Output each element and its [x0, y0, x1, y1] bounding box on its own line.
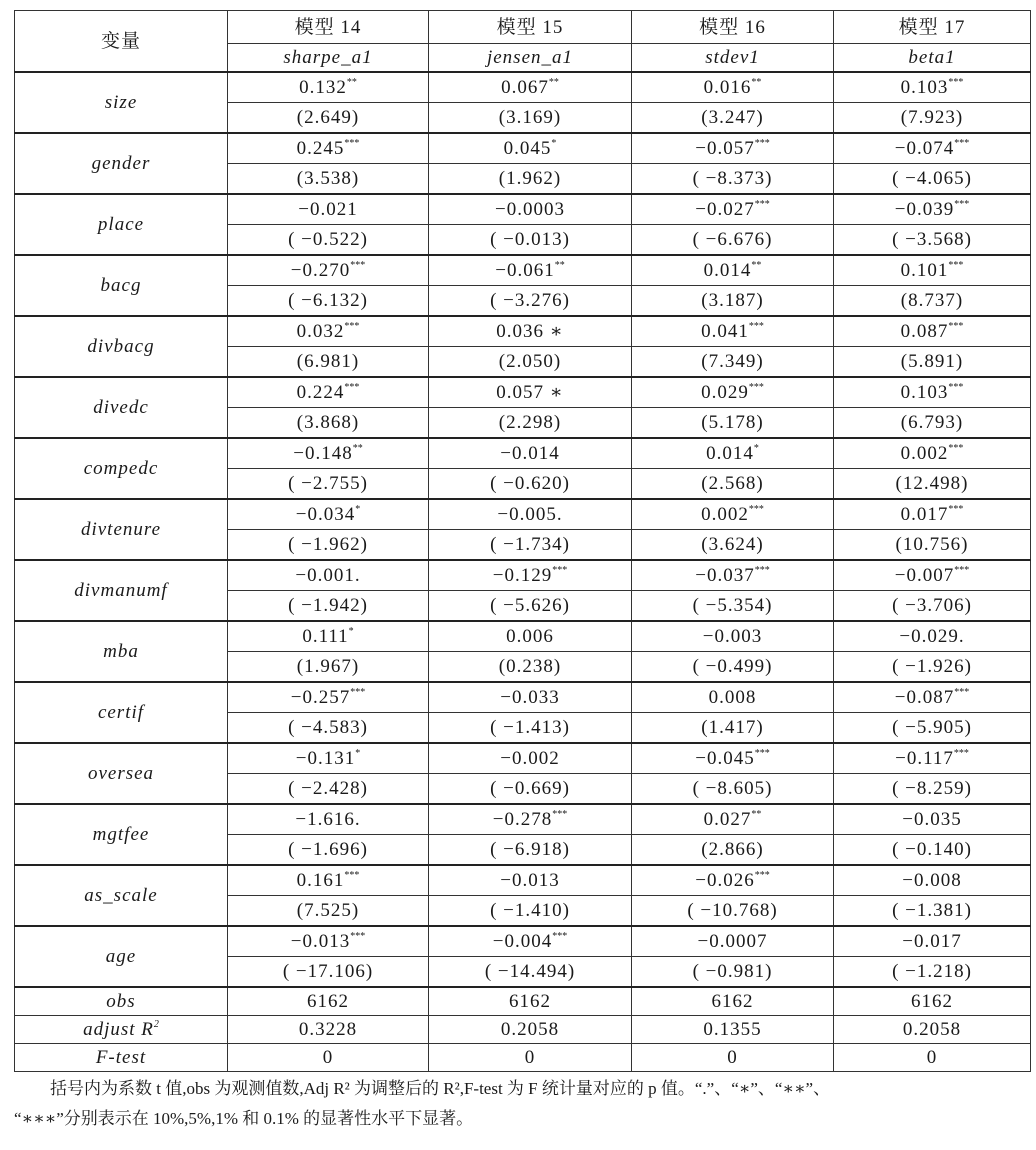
t-value-cell: ( −8.373)	[632, 164, 834, 195]
coefficient-cell	[632, 560, 834, 591]
coefficient-value: 0.103	[900, 77, 949, 98]
coefficient-value: −0.270	[290, 260, 351, 281]
coefficient-cell	[632, 499, 834, 530]
coefficient-value: −0.037	[695, 565, 755, 586]
coefficient-value: −0.074	[894, 138, 955, 159]
coefficient-cell	[834, 133, 1031, 164]
coefficient-cell	[228, 255, 429, 286]
coefficient-value: −0.005.	[497, 504, 563, 525]
significance-stars: ***	[948, 77, 964, 88]
coefficient-value: −0.045	[695, 748, 755, 769]
variable-name: size	[15, 72, 228, 133]
coefficient-cell	[228, 926, 429, 957]
stat-label	[15, 987, 228, 1016]
coefficient-value: 0.161	[296, 870, 345, 891]
t-value-cell: ( −0.522)	[228, 225, 429, 256]
coefficient-value: 0.032	[296, 321, 345, 342]
significance-stars: ***	[748, 382, 764, 393]
stat-value: 0	[429, 1044, 632, 1072]
t-value-cell: ( −0.140)	[834, 835, 1031, 866]
t-value-cell: ( −0.013)	[429, 225, 632, 256]
coefficient-cell	[228, 316, 429, 347]
t-value-cell: (1.417)	[632, 713, 834, 744]
coefficient-cell	[632, 438, 834, 469]
coefficient-cell	[429, 377, 632, 408]
coefficient-value: −0.034	[295, 504, 356, 525]
coefficient-value: −0.027	[695, 199, 755, 220]
coefficient-cell	[632, 743, 834, 774]
variable-name: as_scale	[15, 865, 228, 926]
variable-name: oversea	[15, 743, 228, 804]
coefficient-cell	[429, 316, 632, 347]
coefficient-cell	[834, 621, 1031, 652]
coefficient-value: 0.224	[296, 382, 345, 403]
t-value-cell: ( −0.620)	[429, 469, 632, 500]
t-value-cell: ( −5.626)	[429, 591, 632, 622]
coefficient-cell	[632, 194, 834, 225]
stat-row	[15, 1044, 1031, 1072]
t-value-cell: ( −0.499)	[632, 652, 834, 683]
t-value-cell: ( −6.918)	[429, 835, 632, 866]
coefficient-value: 0.111	[302, 626, 349, 647]
coefficient-value: −0.001.	[295, 565, 361, 586]
coefficient-value: −0.131	[295, 748, 356, 769]
coefficient-cell	[228, 560, 429, 591]
coefficient-value: −0.0003	[495, 199, 565, 220]
stat-value: 0	[632, 1044, 834, 1072]
significance-stars: ***	[954, 138, 970, 149]
coefficient-cell	[632, 804, 834, 835]
dependent-header: sharpe_a1	[228, 44, 429, 73]
t-value-cell: ( −2.755)	[228, 469, 429, 500]
stat-value: 0.1355	[632, 1016, 834, 1044]
coefficient-value: −0.029.	[899, 626, 965, 647]
stat-row	[15, 1016, 1031, 1044]
significance-stars: ***	[954, 565, 970, 576]
variable-name: divedc	[15, 377, 228, 438]
coefficient-row	[15, 72, 1031, 103]
coefficient-cell	[228, 438, 429, 469]
coefficient-value: −0.0007	[697, 931, 768, 952]
significance-stars: **	[352, 443, 363, 454]
stat-label-text: adjust R	[83, 1019, 154, 1040]
significance-stars: ***	[754, 565, 770, 576]
coefficient-cell	[632, 926, 834, 957]
variable-name: divmanumf	[15, 560, 228, 621]
variable-name: gender	[15, 133, 228, 194]
significance-stars: ***	[948, 321, 964, 332]
coefficient-value: −0.039	[894, 199, 955, 220]
stat-label-text: obs	[106, 991, 136, 1012]
coefficient-cell	[429, 621, 632, 652]
header-row-models	[15, 11, 1031, 44]
regression-table	[14, 10, 1031, 1072]
t-value-cell: ( −6.132)	[228, 286, 429, 317]
t-value-cell: ( −5.354)	[632, 591, 834, 622]
stat-value: 0.2058	[834, 1016, 1031, 1044]
variable-name: divbacg	[15, 316, 228, 377]
significance-stars: ***	[350, 260, 366, 271]
coefficient-cell	[834, 743, 1031, 774]
coefficient-value: 0.103	[900, 382, 949, 403]
t-value-cell: ( −0.669)	[429, 774, 632, 805]
coefficient-cell	[632, 682, 834, 713]
coefficient-value: −0.013	[500, 870, 560, 891]
t-value-cell: ( −3.568)	[834, 225, 1031, 256]
coefficient-cell	[228, 865, 429, 896]
t-value-cell: (6.793)	[834, 408, 1031, 439]
significance-stars: **	[346, 77, 357, 88]
t-value-cell: ( −1.381)	[834, 896, 1031, 927]
stat-value: 0	[834, 1044, 1031, 1072]
coefficient-cell	[834, 499, 1031, 530]
table-note-line-2: “∗∗∗”分别表示在 10%,5%,1% 和 0.1% 的显著性水平下显著。	[14, 1109, 474, 1128]
t-value-cell: (2.568)	[632, 469, 834, 500]
coefficient-value: −0.057	[695, 138, 755, 159]
coefficient-row	[15, 499, 1031, 530]
t-value-cell: ( −14.494)	[429, 957, 632, 988]
coefficient-row	[15, 377, 1031, 408]
stat-value: 6162	[429, 987, 632, 1016]
coefficient-value: 0.101	[900, 260, 949, 281]
t-value-cell: ( −1.942)	[228, 591, 429, 622]
variable-name: mba	[15, 621, 228, 682]
coefficient-value: −0.117	[895, 748, 954, 769]
t-value-cell: (1.967)	[228, 652, 429, 683]
t-value-cell: ( −1.962)	[228, 530, 429, 561]
stat-value: 6162	[834, 987, 1031, 1016]
significance-stars: **	[751, 77, 762, 88]
stat-row	[15, 987, 1031, 1016]
coefficient-value: −0.148	[293, 443, 353, 464]
significance-stars: ***	[344, 382, 360, 393]
t-value-cell: (12.498)	[834, 469, 1031, 500]
coefficient-cell	[228, 499, 429, 530]
significance-stars: ***	[552, 565, 568, 576]
coefficient-cell	[834, 865, 1031, 896]
stat-label	[15, 1016, 228, 1044]
coefficient-row	[15, 194, 1031, 225]
t-value-cell: (3.247)	[632, 103, 834, 134]
significance-stars: *	[551, 138, 557, 149]
t-value-cell: ( −4.583)	[228, 713, 429, 744]
significance-stars: ***	[754, 199, 770, 210]
variable-name: bacg	[15, 255, 228, 316]
coefficient-row	[15, 804, 1031, 835]
coefficient-row	[15, 255, 1031, 286]
coefficient-value: −0.017	[902, 931, 962, 952]
t-value-cell: ( −1.926)	[834, 652, 1031, 683]
coefficient-row	[15, 438, 1031, 469]
significance-stars: ***	[953, 748, 969, 759]
coefficient-value: −0.004	[492, 931, 553, 952]
significance-stars: *	[348, 626, 354, 637]
t-value-cell: ( −5.905)	[834, 713, 1031, 744]
coefficient-value: −0.278	[492, 809, 553, 830]
coefficient-cell	[834, 316, 1031, 347]
coefficient-cell	[834, 72, 1031, 103]
t-value-cell: (2.298)	[429, 408, 632, 439]
coefficient-cell	[632, 865, 834, 896]
significance-stars: **	[751, 809, 762, 820]
coefficient-value: −0.021	[298, 199, 358, 220]
coefficient-value: 0.002	[701, 504, 749, 525]
stat-value: 6162	[632, 987, 834, 1016]
coefficient-cell	[429, 72, 632, 103]
t-value-cell: ( −1.734)	[429, 530, 632, 561]
t-value-cell: ( −1.413)	[429, 713, 632, 744]
t-value-cell: (3.169)	[429, 103, 632, 134]
coefficient-value: −1.616.	[295, 809, 361, 830]
significance-stars: ***	[948, 382, 964, 393]
coefficient-value: 0.087	[900, 321, 949, 342]
coefficient-cell	[429, 194, 632, 225]
coefficient-value: −0.035	[902, 809, 962, 830]
t-value-cell: (6.981)	[228, 347, 429, 378]
significance-stars: ***	[344, 321, 360, 332]
coefficient-value: −0.014	[500, 443, 560, 464]
variable-name: divtenure	[15, 499, 228, 560]
significance-stars: ***	[754, 138, 770, 149]
coefficient-value: 0.036 ∗	[496, 321, 564, 342]
t-value-cell: (8.737)	[834, 286, 1031, 317]
coefficient-value: −0.087	[894, 687, 955, 708]
significance-stars: **	[751, 260, 762, 271]
significance-stars: ***	[344, 870, 360, 881]
t-value-cell: (2.050)	[429, 347, 632, 378]
coefficient-cell	[429, 926, 632, 957]
coefficient-cell	[228, 133, 429, 164]
model-header: 模型 14	[228, 11, 429, 44]
variable-name: certif	[15, 682, 228, 743]
t-value-cell: (1.962)	[429, 164, 632, 195]
variable-name: mgtfee	[15, 804, 228, 865]
coefficient-row	[15, 865, 1031, 896]
coefficient-cell	[834, 804, 1031, 835]
stat-value: 0.2058	[429, 1016, 632, 1044]
variable-header: 变量	[15, 11, 228, 73]
stat-value: 0.3228	[228, 1016, 429, 1044]
coefficient-cell	[834, 255, 1031, 286]
coefficient-value: 0.008	[708, 687, 757, 708]
coefficient-value: −0.013	[290, 931, 351, 952]
t-value-cell: ( −4.065)	[834, 164, 1031, 195]
stat-value: 0	[228, 1044, 429, 1072]
t-value-cell: (0.238)	[429, 652, 632, 683]
coefficient-row	[15, 743, 1031, 774]
coefficient-value: 0.067	[501, 77, 549, 98]
t-value-cell: ( −1.218)	[834, 957, 1031, 988]
stat-value: 6162	[228, 987, 429, 1016]
t-value-cell: (2.866)	[632, 835, 834, 866]
coefficient-row	[15, 560, 1031, 591]
t-value-cell: (7.525)	[228, 896, 429, 927]
t-value-cell: ( −8.605)	[632, 774, 834, 805]
t-value-cell: ( −6.676)	[632, 225, 834, 256]
coefficient-cell	[228, 72, 429, 103]
coefficient-cell	[429, 743, 632, 774]
coefficient-cell	[429, 804, 632, 835]
significance-stars: *	[753, 443, 759, 454]
significance-stars: ***	[954, 687, 970, 698]
coefficient-cell	[632, 255, 834, 286]
coefficient-value: 0.132	[299, 77, 347, 98]
coefficient-cell	[834, 560, 1031, 591]
coefficient-cell	[429, 865, 632, 896]
coefficient-cell	[228, 621, 429, 652]
significance-stars: **	[548, 77, 559, 88]
t-value-cell: ( −10.768)	[632, 896, 834, 927]
coefficient-cell	[834, 926, 1031, 957]
t-value-cell: ( −17.106)	[228, 957, 429, 988]
t-value-cell: (5.891)	[834, 347, 1031, 378]
significance-stars: ***	[552, 931, 568, 942]
coefficient-value: 0.057 ∗	[496, 382, 564, 403]
coefficient-cell	[632, 72, 834, 103]
t-value-cell: ( −1.696)	[228, 835, 429, 866]
significance-stars: ***	[754, 748, 770, 759]
coefficient-cell	[228, 682, 429, 713]
coefficient-value: 0.014	[706, 443, 754, 464]
significance-stars: ***	[948, 443, 964, 454]
coefficient-row	[15, 926, 1031, 957]
coefficient-value: 0.016	[703, 77, 752, 98]
coefficient-value: 0.245	[296, 138, 345, 159]
t-value-cell: (10.756)	[834, 530, 1031, 561]
model-header: 模型 17	[834, 11, 1031, 44]
variable-name: compedc	[15, 438, 228, 499]
superscript: 2	[153, 1019, 159, 1030]
coefficient-value: 0.027	[703, 809, 752, 830]
t-value-cell: ( −2.428)	[228, 774, 429, 805]
t-value-cell: (7.923)	[834, 103, 1031, 134]
coefficient-row	[15, 133, 1031, 164]
stat-label-text: F-test	[95, 1047, 147, 1068]
dependent-header: stdev1	[632, 44, 834, 73]
coefficient-value: 0.029	[701, 382, 749, 403]
coefficient-cell	[228, 743, 429, 774]
coefficient-row	[15, 621, 1031, 652]
t-value-cell: (5.178)	[632, 408, 834, 439]
significance-stars: *	[355, 748, 361, 759]
significance-stars: ***	[748, 321, 764, 332]
coefficient-cell	[834, 438, 1031, 469]
model-header: 模型 15	[429, 11, 632, 44]
variable-name: place	[15, 194, 228, 255]
coefficient-value: −0.008	[902, 870, 962, 891]
significance-stars: ***	[344, 138, 360, 149]
coefficient-cell	[228, 377, 429, 408]
coefficient-value: −0.033	[500, 687, 560, 708]
coefficient-value: −0.257	[290, 687, 351, 708]
dependent-header: jensen_a1	[429, 44, 632, 73]
coefficient-row	[15, 316, 1031, 347]
model-header: 模型 16	[632, 11, 834, 44]
t-value-cell: ( −1.410)	[429, 896, 632, 927]
coefficient-value: −0.007	[894, 565, 955, 586]
t-value-cell: (3.538)	[228, 164, 429, 195]
coefficient-value: 0.002	[900, 443, 949, 464]
dependent-header: beta1	[834, 44, 1031, 73]
coefficient-cell	[429, 560, 632, 591]
coefficient-cell	[632, 621, 834, 652]
significance-stars: ***	[552, 809, 568, 820]
coefficient-cell	[429, 499, 632, 530]
coefficient-cell	[429, 255, 632, 286]
t-value-cell: ( −8.259)	[834, 774, 1031, 805]
coefficient-cell	[632, 377, 834, 408]
significance-stars: *	[355, 504, 361, 515]
significance-stars: ***	[350, 687, 366, 698]
t-value-cell: (3.624)	[632, 530, 834, 561]
coefficient-value: −0.003	[702, 626, 763, 647]
t-value-cell: ( −3.706)	[834, 591, 1031, 622]
significance-stars: **	[554, 260, 565, 271]
coefficient-value: −0.061	[495, 260, 555, 281]
coefficient-cell	[429, 133, 632, 164]
coefficient-cell	[429, 682, 632, 713]
t-value-cell: (7.349)	[632, 347, 834, 378]
significance-stars: ***	[350, 931, 366, 942]
coefficient-cell	[632, 133, 834, 164]
significance-stars: ***	[748, 504, 764, 515]
t-value-cell: ( −0.981)	[632, 957, 834, 988]
coefficient-value: 0.045	[503, 138, 552, 159]
coefficient-cell	[228, 194, 429, 225]
t-value-cell: (3.187)	[632, 286, 834, 317]
table-note-line-1: 括号内为系数 t 值,obs 为观测值数,Adj R² 为调整后的 R²,F-test 为 F 统计量对应的 p 值。“.”、“∗”、“∗∗”、	[50, 1079, 831, 1098]
coefficient-cell	[429, 438, 632, 469]
coefficient-cell	[632, 316, 834, 347]
variable-name: age	[15, 926, 228, 987]
stat-label	[15, 1044, 228, 1072]
coefficient-value: −0.002	[500, 748, 560, 769]
coefficient-cell	[834, 194, 1031, 225]
coefficient-cell	[228, 804, 429, 835]
coefficient-value: −0.026	[695, 870, 755, 891]
t-value-cell: ( −3.276)	[429, 286, 632, 317]
significance-stars: ***	[754, 870, 770, 881]
coefficient-value: 0.017	[900, 504, 949, 525]
significance-stars: ***	[948, 504, 964, 515]
significance-stars: ***	[954, 199, 970, 210]
coefficient-row	[15, 682, 1031, 713]
coefficient-value: −0.129	[492, 565, 553, 586]
t-value-cell: (2.649)	[228, 103, 429, 134]
significance-stars: ***	[948, 260, 964, 271]
t-value-cell: (3.868)	[228, 408, 429, 439]
coefficient-cell	[834, 377, 1031, 408]
coefficient-value: 0.006	[506, 626, 554, 647]
coefficient-value: 0.041	[701, 321, 749, 342]
coefficient-value: 0.014	[703, 260, 752, 281]
coefficient-cell	[834, 682, 1031, 713]
